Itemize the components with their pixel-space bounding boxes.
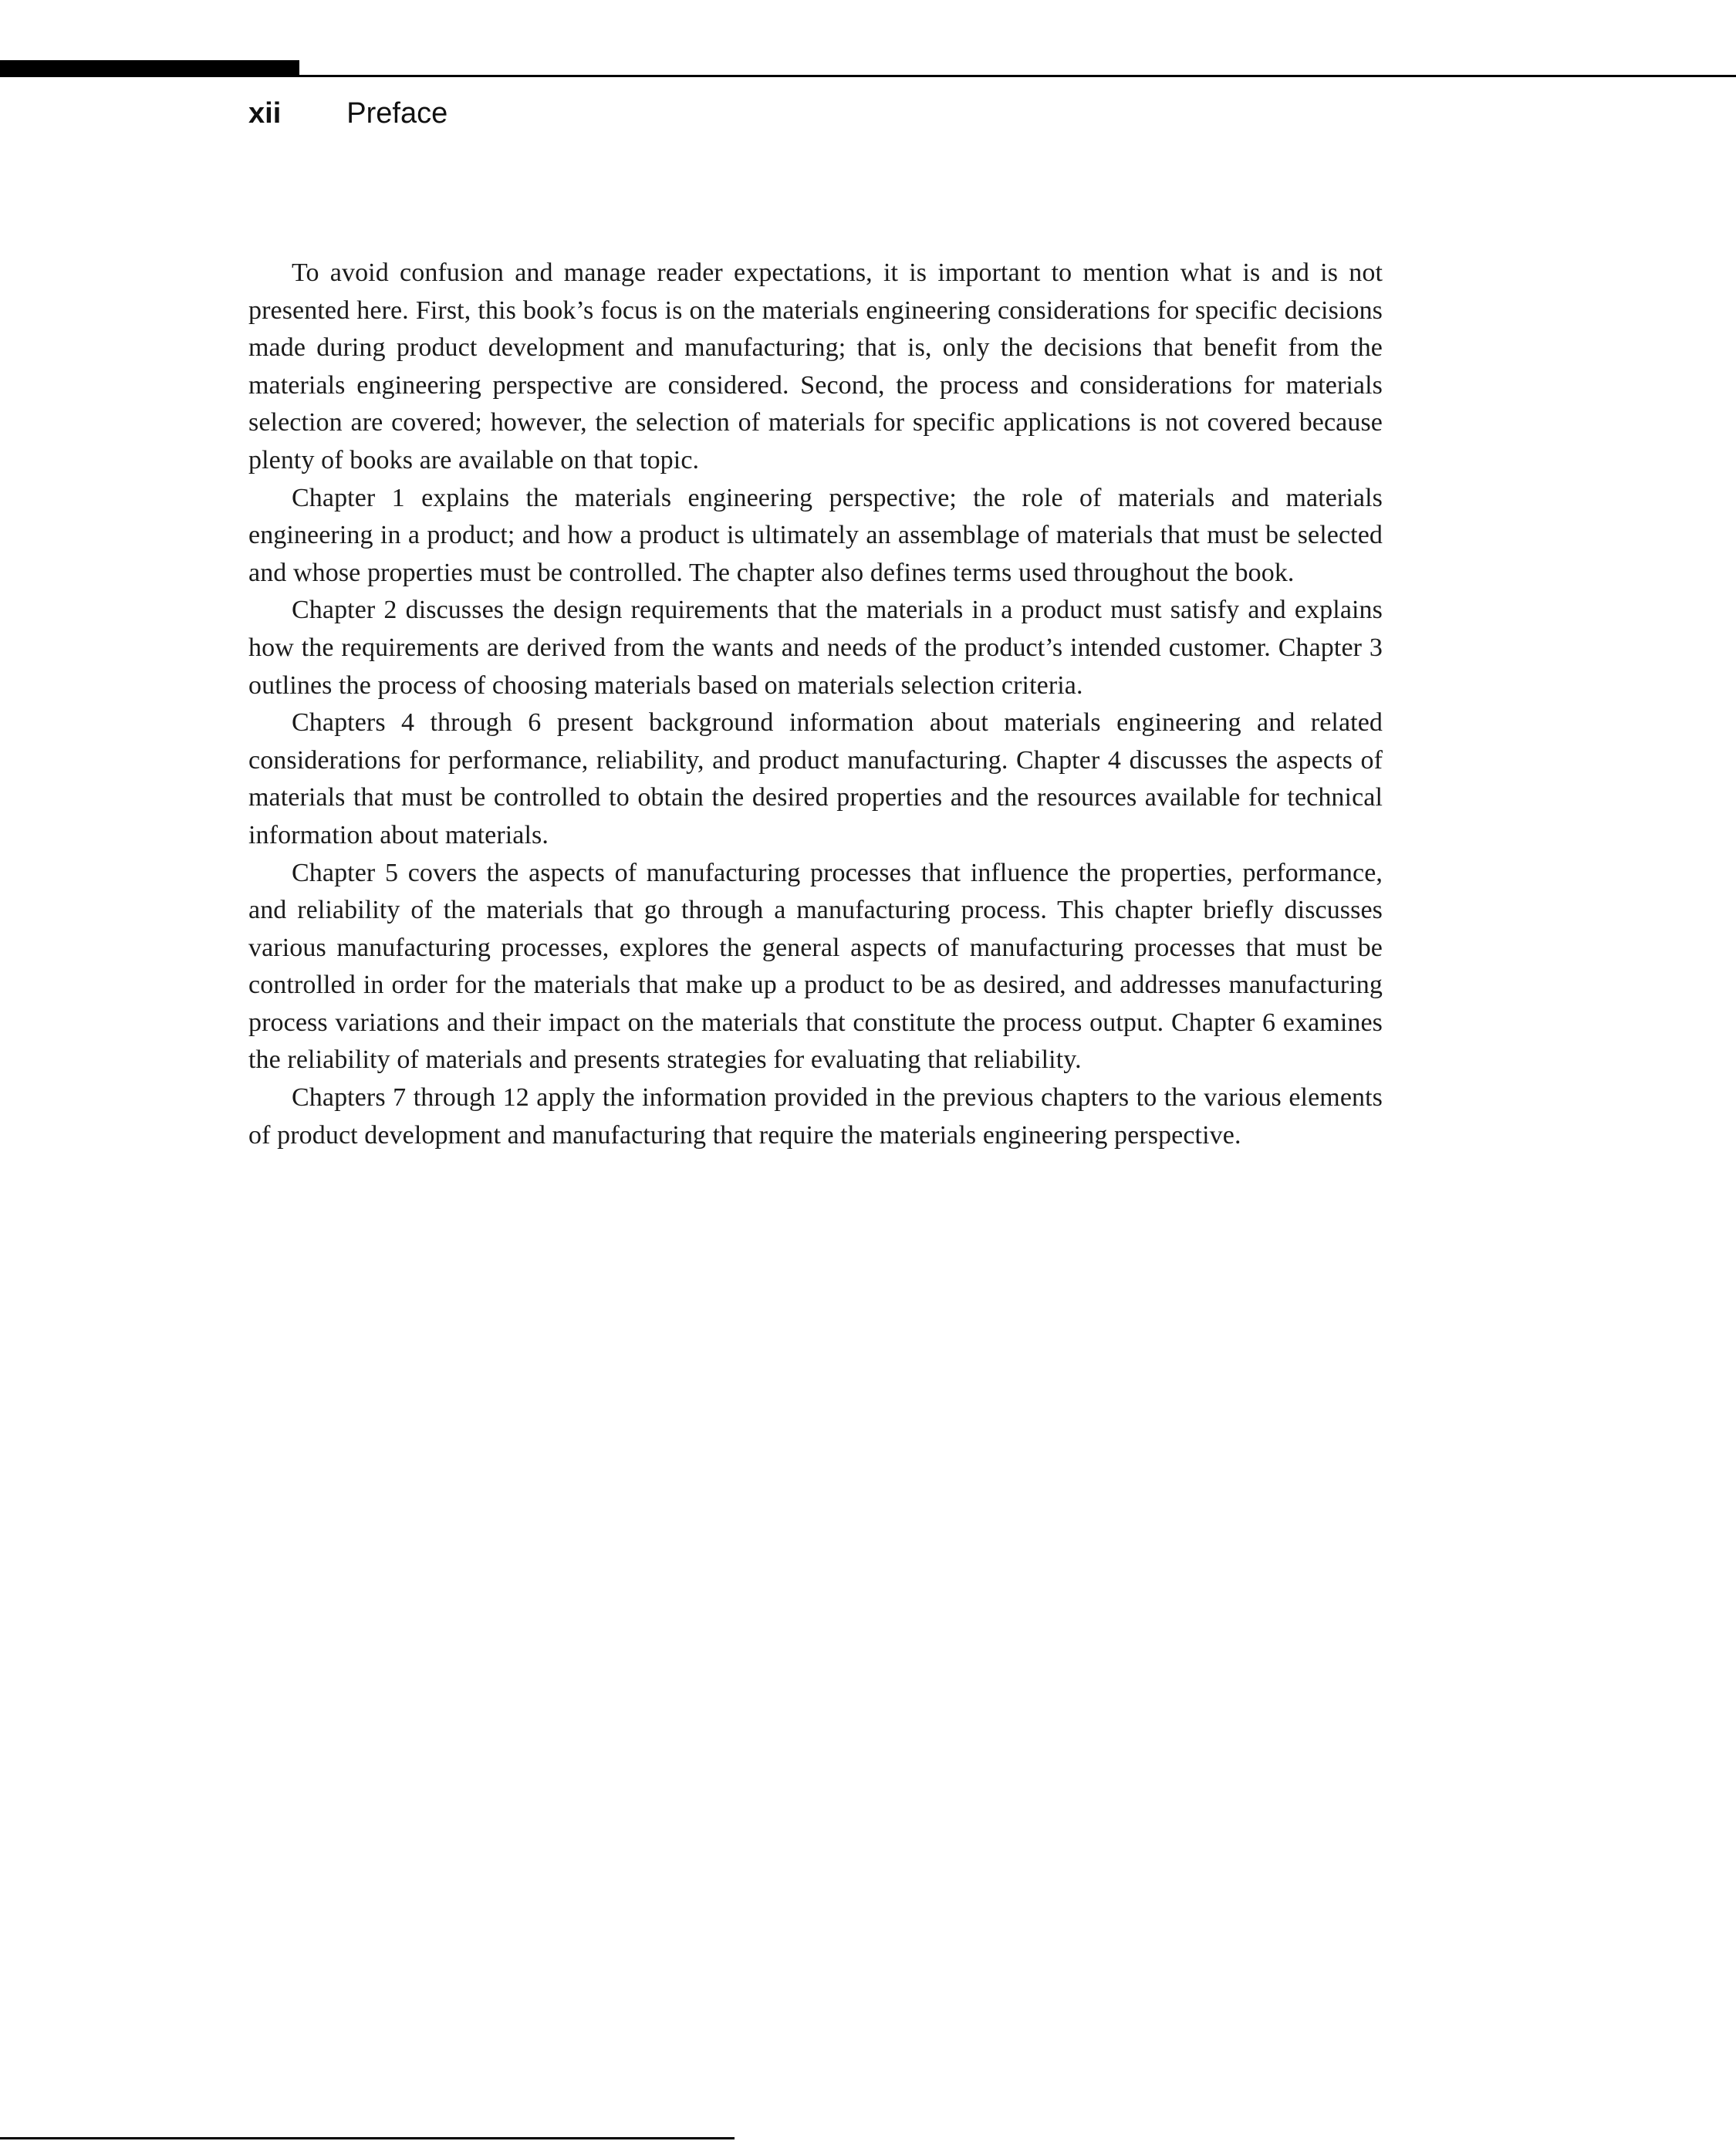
- paragraph: Chapter 2 discusses the design requirements that the materials in a product must satisfy and explains how the requirements are derived from the wants and needs of the product’s intended customer. Chapter 3 outlines the process of choosing materials based on materials selection criteria.: [248, 596, 1383, 700]
- page-number: xii: [248, 97, 282, 130]
- paragraph: Chapter 5 covers the aspects of manufacturing processes that influence the properties, performance, and reliability of the materials that go through a manufacturing process. This chapter briefly discusses various manufacturing processes, explores the general aspects of manufacturing processes that must be controlled in order for the materials that make up a product to be as desired, and addresses manufacturing process variations and their impact on the materials that constitute the process output. Chapter 6 examines the reliability of materials and presents strategies for evaluating that reliability.: [248, 858, 1383, 1075]
- running-head: [248, 97, 448, 130]
- preface-body: [248, 255, 1383, 1154]
- paragraph: Chapters 7 through 12 apply the information provided in the previous chapters to the various elements of product development and manufacturing that require the materials engineering perspective.: [248, 1083, 1383, 1150]
- paragraph: Chapters 4 through 6 present background information about materials engineering and related considerations for performance, reliability, and product manufacturing. Chapter 4 discusses the aspects of materials that must be controlled to obtain the desired properties and the resources available for technical information about materials.: [248, 708, 1383, 849]
- bottom-edge-line: [0, 2137, 735, 2139]
- page-title: Preface: [346, 97, 448, 130]
- header-rule: [0, 60, 1736, 77]
- paragraph: Chapter 1 explains the materials engineering perspective; the role of materials and materials engineering in a product; and how a product is ultimately an assemblage of materials that must be selected and whose properties must be controlled. The chapter also defines terms used throughout the book.: [248, 483, 1383, 587]
- header-thin-line: [0, 75, 1736, 77]
- paragraph: To avoid confusion and manage reader expectations, it is important to mention what is and is not presented here. First, this book’s focus is on the materials engineering considerations for specific decisions made during product development and manufacturing; that is, only the decisions that benefit from the materials engineering perspective are considered. Second, the process and considerations for materials selection are covered; however, the selection of materials for specific applications is not covered because plenty of books are available on that topic.: [248, 258, 1383, 474]
